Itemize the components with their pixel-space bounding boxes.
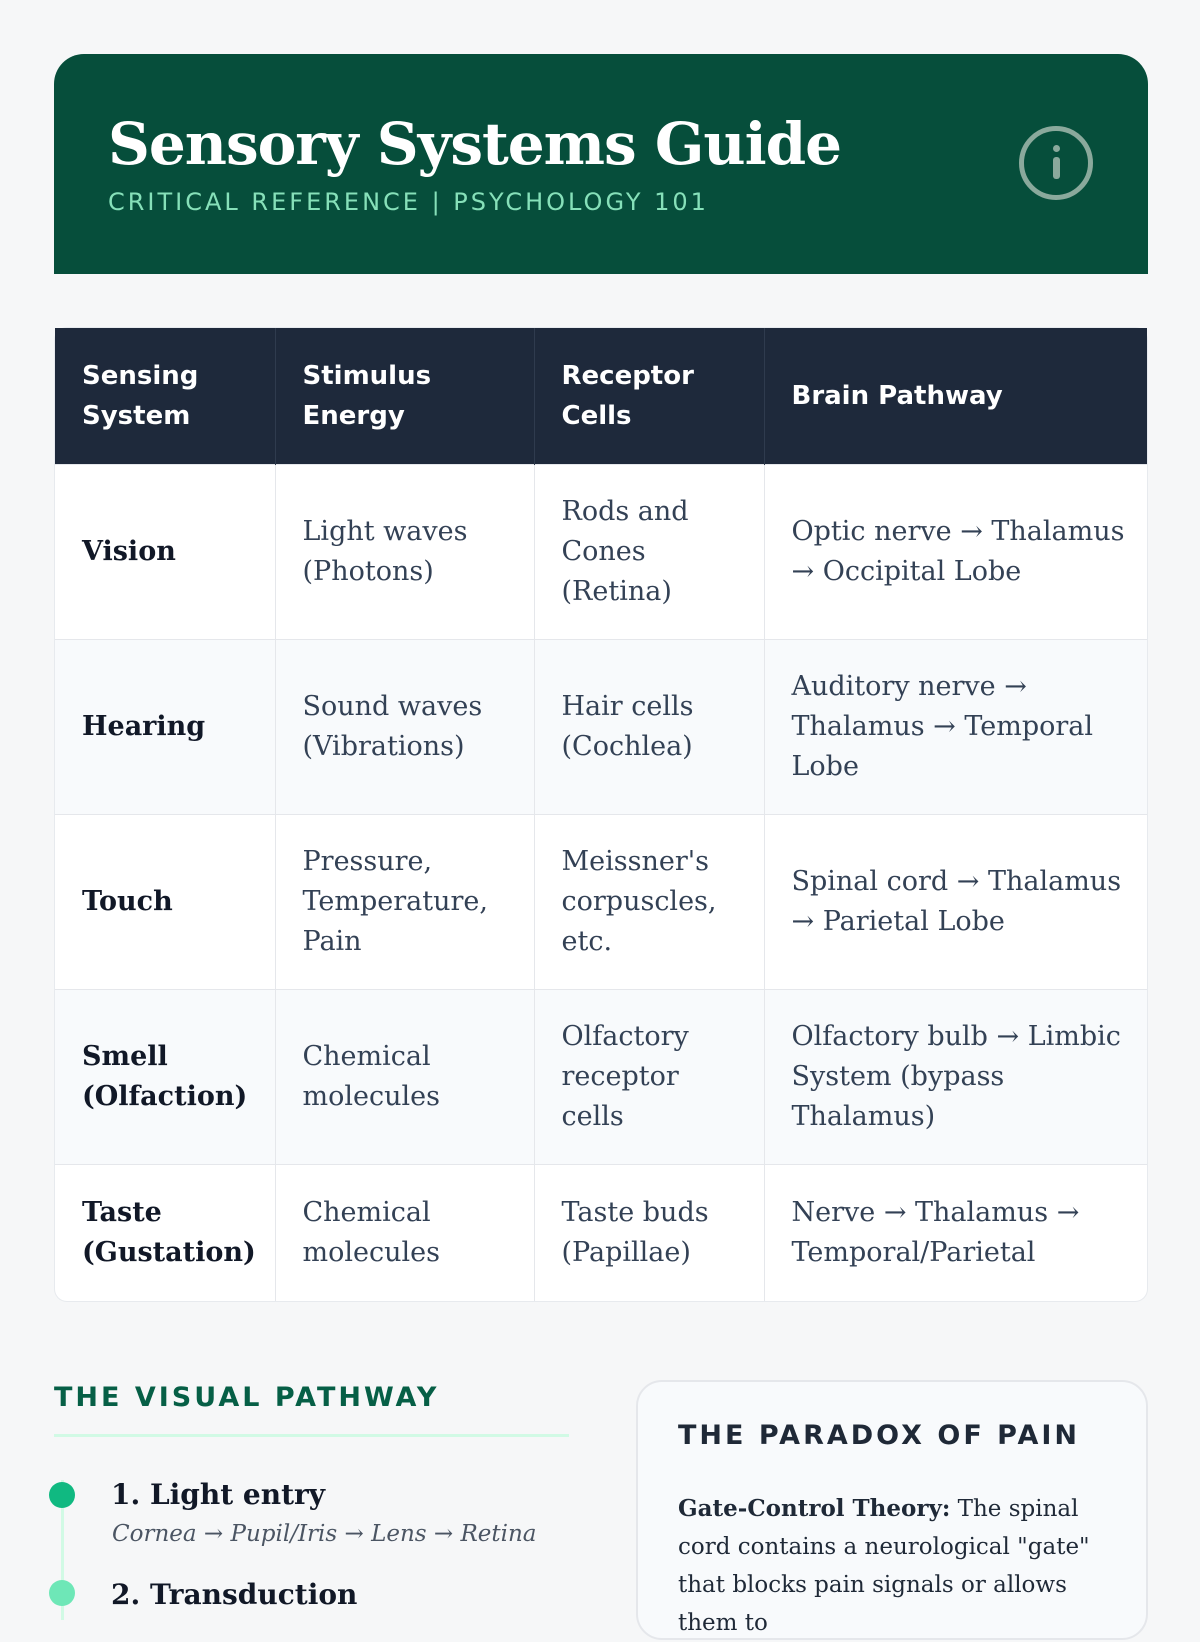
column-header-receptor: Receptor Cells	[534, 328, 764, 465]
cell-stimulus: Pressure, Temperature, Pain	[275, 815, 534, 990]
table-row	[55, 990, 1147, 1165]
cell-system: Vision	[55, 465, 275, 640]
pain-card-title: THE PARADOX OF PAIN	[678, 1420, 1081, 1451]
cell-receptor: Olfactory receptor cells	[534, 990, 764, 1165]
table-row	[55, 1165, 1147, 1301]
cell-pathway: Olfactory bulb → Limbic System (bypass Thalamus)	[764, 990, 1147, 1165]
step-title: 2. Transduction	[111, 1578, 358, 1611]
cell-system: Touch	[55, 815, 275, 990]
section-divider	[54, 1434, 569, 1437]
cell-pathway: Optic nerve → Thalamus → Occipital Lobe	[764, 465, 1147, 640]
cell-pathway: Spinal cord → Thalamus → Parietal Lobe	[764, 815, 1147, 990]
cell-receptor: Meissner's corpuscles, etc.	[534, 815, 764, 990]
info-icon[interactable]	[1019, 126, 1093, 200]
cell-system: Taste (Gustation)	[55, 1165, 275, 1301]
cell-system: Smell (Olfaction)	[55, 990, 275, 1165]
gate-control-text: The spinal cord contains a neurological "gate" that blocks pain signals or allows them to	[678, 1496, 1090, 1636]
gate-control-term: Gate-Control Theory:	[678, 1495, 951, 1522]
cell-stimulus: Chemical molecules	[275, 990, 534, 1165]
column-header-system: Sensing System	[55, 328, 275, 465]
step-dot	[49, 1482, 75, 1508]
cell-stimulus: Light waves (Photons)	[275, 465, 534, 640]
table-header-row	[55, 328, 1147, 465]
cell-system: Hearing	[55, 640, 275, 815]
step-dot	[49, 1580, 75, 1606]
visual-pathway-heading: THE VISUAL PATHWAY	[54, 1382, 440, 1413]
cell-receptor: Rods and Cones (Retina)	[534, 465, 764, 640]
header-banner	[54, 54, 1148, 274]
page-subtitle: CRITICAL REFERENCE | PSYCHOLOGY 101	[108, 188, 709, 216]
table-row	[55, 465, 1147, 640]
cell-receptor: Hair cells (Cochlea)	[534, 640, 764, 815]
step-title: 1. Light entry	[111, 1478, 326, 1511]
pain-card-body	[678, 1490, 1118, 1642]
sensory-table	[55, 328, 1147, 1301]
pain-paradox-card	[636, 1380, 1148, 1640]
column-header-stimulus: Stimulus Energy	[275, 328, 534, 465]
table-row	[55, 640, 1147, 815]
cell-receptor: Taste buds (Papillae)	[534, 1165, 764, 1301]
step-detail: Cornea → Pupil/Iris → Lens → Retina	[112, 1521, 537, 1547]
column-header-pathway: Brain Pathway	[764, 328, 1147, 465]
cell-pathway: Nerve → Thalamus → Temporal/Parietal	[764, 1165, 1147, 1301]
cell-stimulus: Sound waves (Vibrations)	[275, 640, 534, 815]
cell-stimulus: Chemical molecules	[275, 1165, 534, 1301]
page-title: Sensory Systems Guide	[108, 110, 842, 178]
cell-pathway: Auditory nerve → Thalamus → Temporal Lobe	[764, 640, 1147, 815]
table-row	[55, 815, 1147, 990]
